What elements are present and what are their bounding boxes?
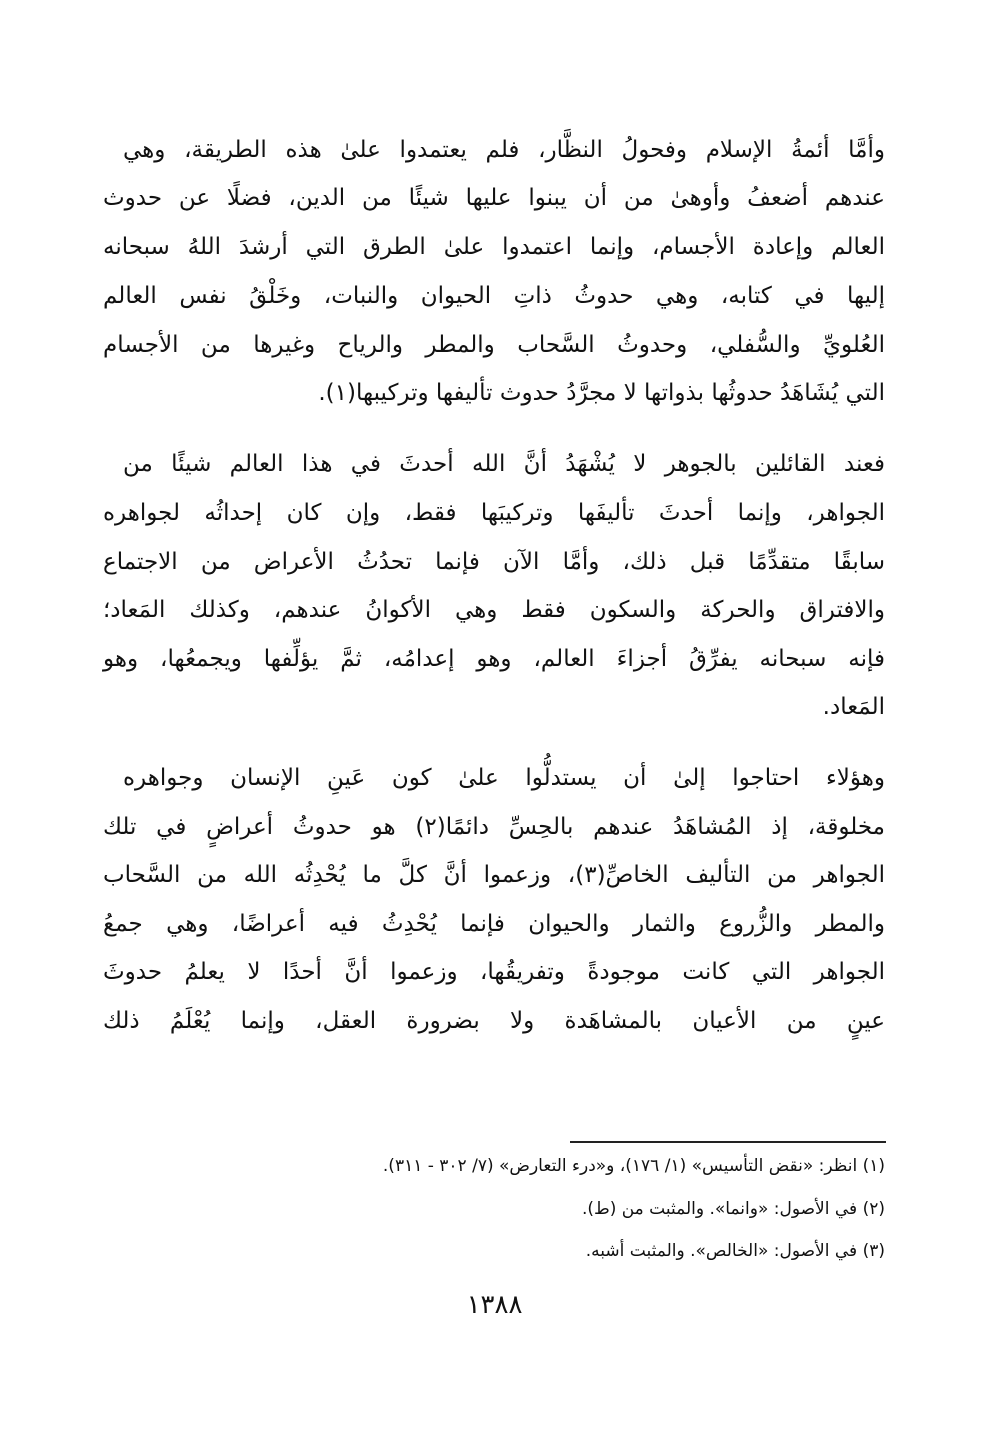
page-number: ١٣٨٨ bbox=[466, 1290, 523, 1320]
body-line: عندهم أضعفُ وأوهىٰ من أن يبنوا عليها شيئًا من الدين، فضلًا عن حدوث bbox=[103, 185, 885, 211]
body-line: الجواهر من التأليف الخاصِّ(٣)، وزعموا أنَّ كلَّ ما يُحْدِثُه الله من السَّحاب bbox=[103, 862, 886, 888]
body-line: المَعاد. bbox=[822, 694, 885, 720]
body-line: عينٍ من الأعيان بالمشاهَدة ولا بضرورة العقل، وإنما يُعْلَمُ ذلك bbox=[103, 1008, 885, 1034]
body-line: العُلويِّ والسُّفلي، وحدوثُ السَّحاب والمطر والرياح وغيرها من الأجسام bbox=[103, 332, 885, 358]
footnote-1: (١) انظر: «نقض التأسيس» (١/ ١٧٦)، و«درء التعارض» (٧/ ٣٠٢ - ٣١١). bbox=[382, 1156, 885, 1176]
footnote-2: (٢) في الأصول: «وانما». والمثبت من (ط). bbox=[581, 1199, 885, 1219]
footnote-divider bbox=[570, 1141, 886, 1143]
body-line: وأمَّا أئمةُ الإسلام وفحولُ النظَّار، فلم يعتمدوا علىٰ هذه الطريقة، وهي bbox=[123, 137, 885, 163]
body-line: إليها في كتابه، وهي حدوثُ ذاتِ الحيوان والنبات، وخَلْقُ نفس العالم bbox=[103, 283, 885, 309]
body-line: فإنه سبحانه يفرِّقُ أجزاءَ العالم، وهو إعدامُه، ثمَّ يؤلِّفها ويجمعُها، وهو bbox=[103, 646, 885, 672]
body-line: الجواهر التي كانت موجودةً وتفريقُها، وزعموا أنَّ أحدًا لا يعلمُ حدوثَ bbox=[103, 959, 885, 985]
body-line: والمطر والزُّروع والثمار والحيوان فإنما يُحْدِثُ فيه أعراضًا، وهي جمعُ bbox=[103, 911, 885, 937]
body-line: وهؤلاء احتاجوا إلىٰ أن يستدلُّوا علىٰ كون عَينِ الإنسان وجواهره bbox=[123, 765, 885, 791]
body-line: مخلوقة، إذ المُشاهَدُ عندهم بالحِسِّ دائمًا(٢) هو حدوثُ أعراضٍ في تلك bbox=[103, 814, 886, 840]
body-line: سابقًا متقدِّمًا قبل ذلك، وأمَّا الآن فإنما تحدُثُ الأعراض من الاجتماع bbox=[103, 549, 885, 575]
body-line: التي يُشَاهَدُ حدوثُها بذواتها لا مجرَّدُ حدوث تأليفها وتركيبها(١). bbox=[318, 380, 885, 406]
body-line: والافتراق والحركة والسكون فقط وهي الأكوانُ عندهم، وكذلك المَعاد؛ bbox=[103, 597, 885, 623]
body-line: العالم وإعادة الأجسام، وإنما اعتمدوا علىٰ الطرق التي أرشدَ اللهُ سبحانه bbox=[103, 234, 885, 260]
body-line: الجواهر، وإنما أحدثَ تأليفَها وتركيبَها فقط، وإن كان إحداثُه لجواهره bbox=[103, 500, 885, 526]
footnote-3: (٣) في الأصول: «الخالص». والمثبت أشبه. bbox=[585, 1241, 885, 1261]
body-line: فعند القائلين بالجوهر لا يُشْهَدُ أنَّ الله أحدثَ في هذا العالم شيئًا من bbox=[123, 451, 885, 477]
